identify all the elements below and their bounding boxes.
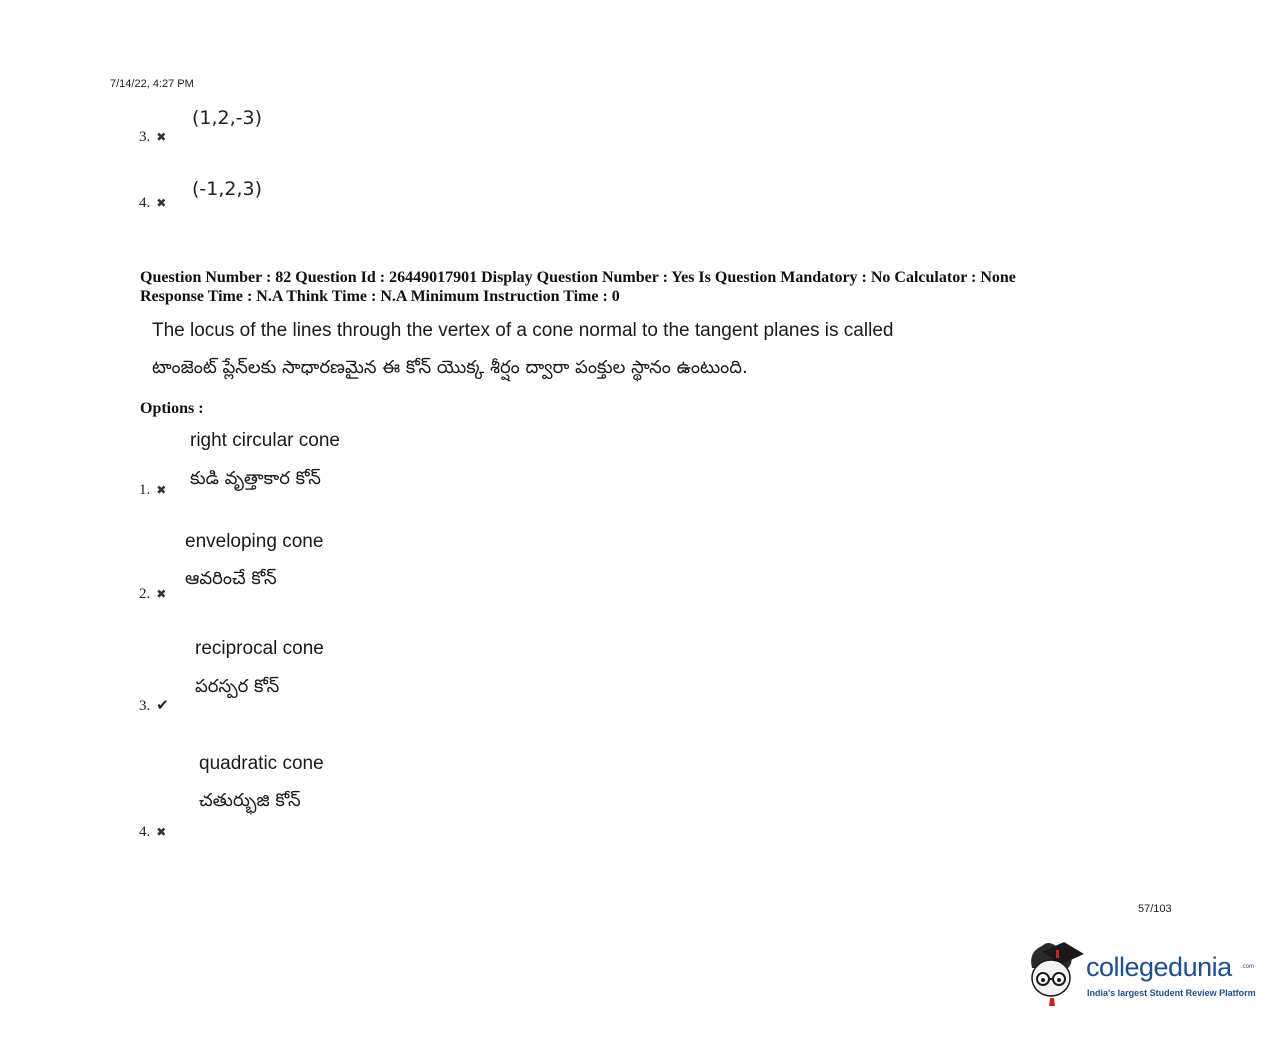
wrong-mark-icon: ✖ — [156, 587, 167, 601]
question-text-telugu: టాంజెంట్ ప్లేన్‌లకు సాధారణమైన ఈ కోన్ యొక్క శీర్షం ద్వారా పంక్తుల స్థానం ఉంటుంది. — [152, 357, 748, 378]
option-1-english: right circular cone — [190, 430, 340, 451]
print-timestamp: 7/14/22, 4:27 PM — [110, 78, 194, 90]
option-number: 3. — [139, 698, 151, 714]
option-3-marker — [139, 696, 169, 715]
option-number: 4. — [139, 195, 151, 211]
option-1-marker — [139, 481, 166, 499]
option-4-marker — [139, 823, 166, 841]
page-number: 57/103 — [1138, 903, 1172, 915]
option-4-telugu: చతుర్భుజి కోన్ — [199, 790, 301, 811]
option-number: 4. — [139, 824, 151, 840]
wrong-mark-icon: ✖ — [156, 196, 167, 210]
option-2-telugu: ఆవరించే కోన్ — [185, 568, 277, 589]
option-1-telugu: కుడి వృత్తాకార కోన్ — [190, 468, 321, 489]
wrong-mark-icon: ✖ — [156, 130, 167, 144]
prev-option-4-marker — [139, 194, 166, 212]
question-text-english: The locus of the lines through the vertex of a cone normal to the tangent planes is called — [152, 320, 894, 341]
check-mark-icon: ✔ — [156, 698, 169, 714]
wrong-mark-icon: ✖ — [156, 483, 167, 497]
prev-option-3-marker — [139, 128, 166, 146]
question-meta — [140, 268, 1016, 306]
option-number: 1. — [139, 482, 151, 498]
options-label: Options : — [140, 400, 204, 417]
collegedunia-suffix: .com — [1241, 964, 1255, 970]
collegedunia-brand: collegedunia — [1086, 952, 1232, 982]
option-number: 2. — [139, 586, 151, 602]
question-meta-line-2: Response Time : N.A Think Time : N.A Minimum Instruction Time : 0 — [140, 288, 620, 305]
collegedunia-tagline: India's largest Student Review Platform — [1087, 988, 1256, 998]
prev-option-4-text: (-1,2,3) — [192, 178, 263, 200]
option-number: 3. — [139, 129, 151, 145]
option-2-marker — [139, 585, 166, 603]
collegedunia-mascot-icon — [1024, 938, 1086, 1008]
wrong-mark-icon: ✖ — [156, 825, 167, 839]
question-meta-line-1: Question Number : 82 Question Id : 26449017901 Display Question Number : Yes Is Question Mandatory : No Calculator : None — [140, 269, 1016, 286]
prev-option-3-text: (1,2,-3) — [192, 107, 263, 129]
option-3-telugu: పరస్పర కోన్ — [195, 676, 280, 697]
option-2-english: enveloping cone — [185, 531, 324, 552]
option-3-english: reciprocal cone — [195, 638, 324, 659]
option-4-english: quadratic cone — [199, 753, 324, 774]
